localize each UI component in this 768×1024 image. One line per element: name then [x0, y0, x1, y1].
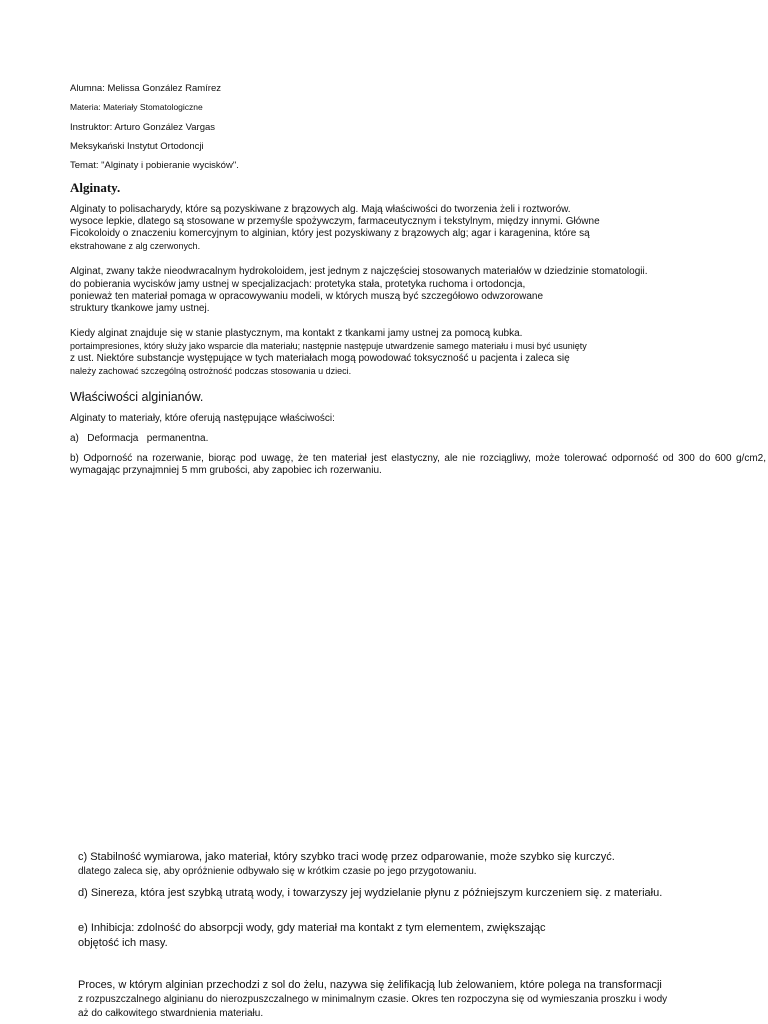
text-line: portaimpresiones, który służy jako wsparcie dla materiału; następnie następuje utwardzenie samego materiału i musi być usunięty	[70, 341, 587, 351]
property-c-line2: dlatego zaleca się, aby opróżnienie odbywało się w krótkim czasie po jego przygotowaniu.	[78, 866, 477, 877]
property-e-line1: e) Inhibicja: zdolność do absorpcji wody, gdy materiał ma kontakt z tym elementem, zwiększając	[78, 922, 546, 934]
text-line: wysoce lepkie, dlatego są stosowane w przemyśle spożywczym, farmaceutycznym i tekstylnym, między innymi. Główne	[70, 216, 600, 227]
text-line: z rozpuszczalnego alginianu do nierozpuszczalnego w minimalnym czasie. Okres ten rozpoczyna się od wymieszania proszku i wody	[78, 994, 668, 1005]
institute-line: Meksykański Instytut Ortodoncji	[70, 141, 204, 152]
text-line: Alginat, zwany także nieodwracalnym hydrokoloidem, jest jednym z najczęściej stosowanych materiałów w dziedzinie stomatologii.	[70, 266, 648, 277]
text-line: Kiedy alginat znajduje się w stanie plastycznym, ma kontakt z tkankami jamy ustnej za pomocą kubka.	[70, 328, 523, 339]
text-line: Proces, w którym alginian przechodzi z sol do żelu, nazywa się żelifikacją lub żelowaniem, które polega na transformacji	[78, 979, 662, 991]
student-line: Alumna: Melissa González Ramírez	[70, 83, 221, 94]
section-title-alginaty: Alginaty.	[70, 180, 121, 195]
text-line: Ficokoloidy o znaczeniu komercyjnym to alginian, który jest pozyskiwany z brązowych alg; agar i karagenina, które są	[70, 228, 590, 239]
text-line: aż do całkowitego stwardnienia materiału.	[78, 1008, 264, 1019]
property-c-line1: c) Stabilność wymiarowa, jako materiał, który szybko traci wodę przez odparowanie, może szybko się kurczyć.	[78, 851, 615, 863]
topic-line: Temat: "Alginaty i pobieranie wycisków".	[70, 160, 239, 171]
text-line: Alginaty to polisacharydy, które są pozyskiwane z brązowych alg. Mają właściwości do tworzenia żeli i roztworów.	[70, 204, 571, 215]
text-line: struktury tkankowe jamy ustnej.	[70, 303, 210, 314]
text-line: należy zachować szczególną ostrożność podczas stosowania u dzieci.	[70, 366, 352, 376]
subject-line: Materia: Materiały Stomatologiczne	[70, 102, 203, 112]
property-d: d) Sinereza, która jest szybką utratą wody, i towarzyszy jej wydzielanie płynu z późniejszym kurczeniem się. z materiału.	[78, 887, 663, 899]
text-line: ponieważ ten materiał pomaga w opracowywaniu modeli, w których muszą być szczegółowo odwzorowane	[70, 291, 544, 302]
text-line: do pobierania wycisków jamy ustnej w specjalizacjach: protetyka stała, protetyka ruchoma i ortodoncja,	[70, 279, 526, 290]
section-title-wlasciwosci: Właściwości alginianów.	[70, 390, 204, 404]
property-b: b) Odporność na rozerwanie, biorąc pod uwagę, że ten materiał jest elastyczny, ale nie rozciągliwy, może tolerować odporność od 300 do 600 g/cm2, wymagając przynajmniej 5 mm grubości, aby zapobiec ich rozerwaniu.	[70, 453, 766, 476]
property-e-line2: objętość ich masy.	[78, 937, 168, 949]
properties-intro: Alginaty to materiały, które oferują następujące właściwości:	[70, 413, 335, 424]
text-line: ekstrahowane z alg czerwonych.	[70, 241, 201, 251]
property-a: a) Deformacja permanentna.	[70, 433, 209, 444]
text-line: z ust. Niektóre substancje występujące w tych materiałach mogą powodować toksyczność u pacjenta i zaleca się	[70, 353, 570, 364]
instructor-line: Instruktor: Arturo González Vargas	[70, 122, 216, 133]
